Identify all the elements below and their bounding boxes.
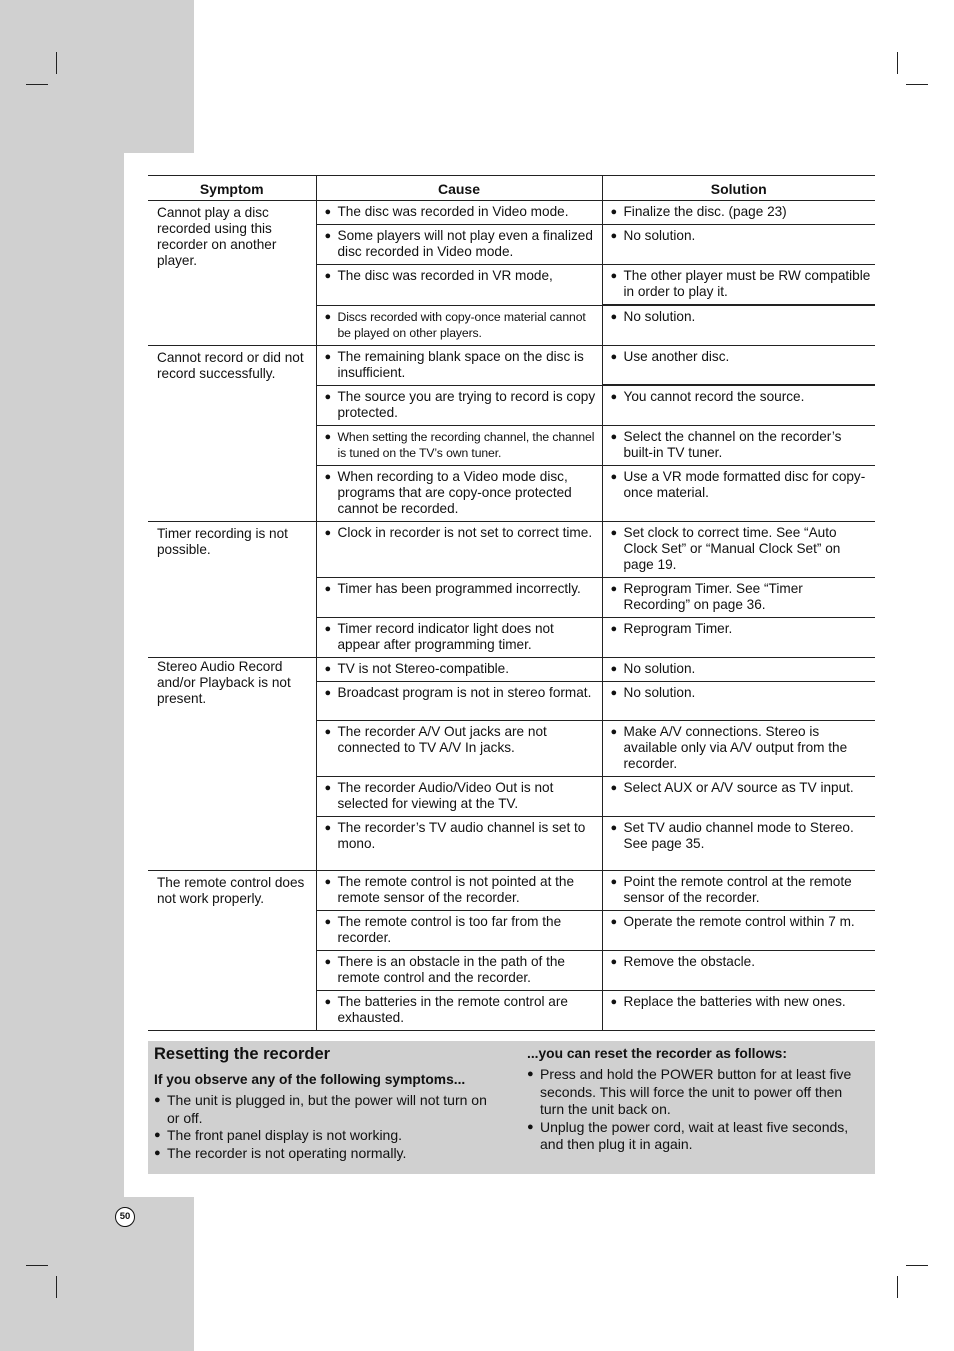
bullet-icon: ● [610,955,618,968]
solution-cell [602,776,875,816]
cause-text: TV is not Stereo-compatible. [337,660,510,676]
solution-cell [602,385,875,425]
bullet-icon: ● [154,1094,161,1106]
solution-text: Replace the batteries with new ones. [623,993,846,1009]
reset-symptoms-column [154,1045,494,1162]
bullet-icon: ● [324,430,332,443]
solution-cell [602,345,875,385]
cause-text: The batteries in the remote control are exhausted. [337,993,568,1025]
cause-cell [316,345,602,385]
cause-text: The source you are trying to record is copy protected. [337,388,596,420]
page-number: 50 [115,1207,135,1227]
bullet-icon: ● [610,686,618,699]
bullet-icon: ● [324,622,332,635]
crop-mark [906,84,928,85]
symptom-cell: Cannot record or did not record successfully. [148,345,316,521]
bullet-icon: ● [324,915,332,928]
bullet-icon: ● [324,955,332,968]
cause-text: When setting the recording channel, the channel is tuned on the TV’s own tuner. [337,429,595,460]
list-item [154,1145,494,1163]
solution-text: No solution. [623,660,696,676]
bullet-icon: ● [610,526,618,539]
bullet-icon: ● [610,430,618,443]
cause-cell [316,617,602,657]
solution-text: Point the remote control at the remote sensor of the recorder. [623,873,852,905]
list-item [527,1119,869,1154]
solution-text: Set clock to correct time. See “Auto Clock Set” or “Manual Clock Set” on page 19. [623,524,841,572]
troubleshooting-table [148,175,875,1031]
bullet-icon: ● [610,391,618,403]
solution-text: Set TV audio channel mode to Stereo. See page 35. [623,819,854,851]
cause-cell [316,816,602,870]
section-title: Resetting the recorder [154,1045,331,1063]
page-margin-band [0,1197,194,1351]
solution-text: The other player must be RW compatible in order to play it. [623,268,871,299]
cause-cell [316,265,602,306]
bullet-icon: ● [610,662,618,675]
bullet-icon: ● [324,526,332,539]
bullet-icon: ● [324,725,332,738]
cause-text: The recorder’s TV audio channel is set to mono. [337,819,586,851]
cause-text: The remote control is not pointed at the remote sensor of the recorder. [337,873,575,905]
crop-mark [56,1276,57,1298]
table-header-row [148,176,875,201]
cause-cell [316,910,602,950]
cause-text: There is an obstacle in the path of the remote control and the recorder. [337,953,565,985]
solution-cell [602,720,875,776]
cause-cell [316,201,602,225]
symptoms-heading: If you observe any of the following symptoms... [154,1072,466,1087]
bullet-icon: ● [610,582,618,595]
solution-text: Select AUX or A/V source as TV input. [623,779,854,795]
bullet-icon: ● [527,1068,534,1080]
bullet-icon: ● [610,311,618,323]
cause-text: Clock in recorder is not set to correct time. [337,524,593,540]
cause-text: Some players will not play even a finalized disc recorded in Video mode. [337,228,593,259]
bullet-icon: ● [610,781,618,794]
bullet-icon: ● [324,350,332,363]
solution-cell [602,617,875,657]
bullet-icon: ● [324,821,332,834]
bullet-icon: ● [324,206,332,218]
solution-cell [602,225,875,265]
bullet-icon: ● [610,270,618,282]
solution-cell [602,910,875,950]
solution-cell [602,816,875,870]
solution-cell [602,681,875,720]
cause-cell [316,657,602,681]
solution-cell [602,577,875,617]
cause-cell [316,465,602,521]
bullet-icon: ● [610,206,618,218]
solution-text: No solution. [623,309,696,324]
cause-cell [316,521,602,577]
table-row [148,345,875,385]
reset-section [148,1041,875,1174]
bullet-icon: ● [610,470,618,483]
bullet-icon: ● [610,821,618,834]
cause-cell [316,720,602,776]
cause-text: The remote control is too far from the recorder. [337,913,562,945]
bullet-icon: ● [154,1129,161,1141]
symptom-cell: Stereo Audio Record and/or Playback is not present. [148,657,316,870]
list-item-text: The unit is plugged in, but the power will not turn on or off. [167,1092,487,1126]
bullet-icon: ● [324,582,332,595]
bullet-icon: ● [324,310,332,323]
bullet-icon: ● [610,230,618,242]
solution-cell [602,870,875,910]
cause-text: The remaining blank space on the disc is insufficient. [337,348,584,380]
cause-cell [316,681,602,720]
crop-mark [26,84,48,85]
solution-text: Finalize the disc. (page 23) [623,204,787,219]
reset-actions-column [527,1046,869,1154]
table-row [148,870,875,910]
cause-cell [316,225,602,265]
symptom-cell: Timer recording is not possible. [148,521,316,657]
solution-text: Reprogram Timer. [623,620,733,636]
crop-mark [897,1276,898,1298]
solution-cell [602,201,875,225]
list-item-text: The front panel display is not working. [167,1127,403,1143]
table-row [148,657,875,681]
crop-mark [56,52,57,74]
cause-text: Discs recorded with copy-once material cannot be played on other players. [337,309,586,340]
cause-text: Timer has been programmed incorrectly. [337,580,581,596]
solution-text: Select the channel on the recorder’s built-in TV tuner. [623,428,842,460]
cause-text: Broadcast program is not in stereo format. [337,684,592,700]
crop-mark [906,1265,928,1266]
cause-cell [316,577,602,617]
solution-cell [602,425,875,465]
bullet-icon: ● [527,1120,534,1133]
crop-mark [897,52,898,74]
bullet-icon: ● [610,875,618,888]
header-solution: Solution [602,176,875,201]
list-item [154,1127,494,1145]
list-item [154,1092,494,1127]
header-cause: Cause [316,176,602,201]
bullet-icon: ● [610,622,618,635]
cause-text: The recorder Audio/Video Out is not selected for viewing at the TV. [337,779,554,811]
bullet-icon: ● [610,995,618,1008]
cause-cell [316,870,602,910]
bullet-icon: ● [610,915,618,928]
cause-cell [316,950,602,990]
list-item-text: Unplug the power cord, wait at least five seconds, and then plug it in again. [540,1118,849,1152]
solution-text: Use a VR mode formatted disc for copy-once material. [623,468,866,500]
cause-text: The disc was recorded in Video mode. [337,204,569,219]
symptom-cell: Cannot play a disc recorded using this recorder on another player. [148,201,316,346]
cause-cell [316,776,602,816]
bullet-icon: ● [324,662,332,675]
bullet-icon: ● [324,470,332,483]
bullet-icon: ● [324,390,332,403]
table-row [148,521,875,577]
cause-text: When recording to a Video mode disc, programs that are copy-once protected cannot be recorded. [337,468,572,516]
cause-text: The disc was recorded in VR mode, [337,268,553,283]
actions-heading: ...you can reset the recorder as follows: [527,1046,787,1061]
crop-mark [26,1265,48,1266]
solution-cell [602,465,875,521]
cause-cell [316,990,602,1030]
bullet-icon: ● [324,995,332,1008]
solution-cell [602,265,875,306]
bullet-icon: ● [324,875,332,888]
list-item-text: Press and hold the POWER button for at least five seconds. This will force the unit to power off then turn the unit back on. [540,1066,852,1117]
solution-cell [602,950,875,990]
solution-text: Use another disc. [623,348,730,364]
list-item [527,1066,869,1119]
bullet-icon: ● [324,686,332,699]
page-margin-band [0,0,194,153]
solution-text: Operate the remote control within 7 m. [623,913,855,929]
table-row [148,201,875,225]
bullet-icon: ● [154,1146,161,1159]
cause-cell [316,305,602,345]
cause-cell [316,385,602,425]
solution-text: Make A/V connections. Stereo is available only via A/V output from the recorder. [623,723,848,771]
solution-cell [602,990,875,1030]
solution-cell [602,305,875,345]
solution-text: Reprogram Timer. See “Timer Recording” on page 36. [623,580,803,612]
bullet-icon: ● [324,781,332,794]
solution-cell [602,521,875,577]
list-item-text: The recorder is not operating normally. [167,1144,407,1161]
solution-text: Remove the obstacle. [623,953,755,969]
cause-text: The recorder A/V Out jacks are not connected to TV A/V In jacks. [337,723,547,755]
solution-text: No solution. [623,228,696,243]
solution-text: You cannot record the source. [623,389,805,404]
symptom-cell: The remote control does not work properly. [148,870,316,1030]
bullet-icon: ● [610,725,618,738]
page-margin-band [0,153,124,1197]
header-symptom: Symptom [148,176,316,201]
bullet-icon: ● [324,230,332,242]
bullet-icon: ● [324,270,332,282]
cause-text: Timer record indicator light does not appear after programming timer. [337,620,554,652]
solution-text: No solution. [623,684,696,700]
cause-cell [316,425,602,465]
bullet-icon: ● [610,350,618,363]
solution-cell [602,657,875,681]
